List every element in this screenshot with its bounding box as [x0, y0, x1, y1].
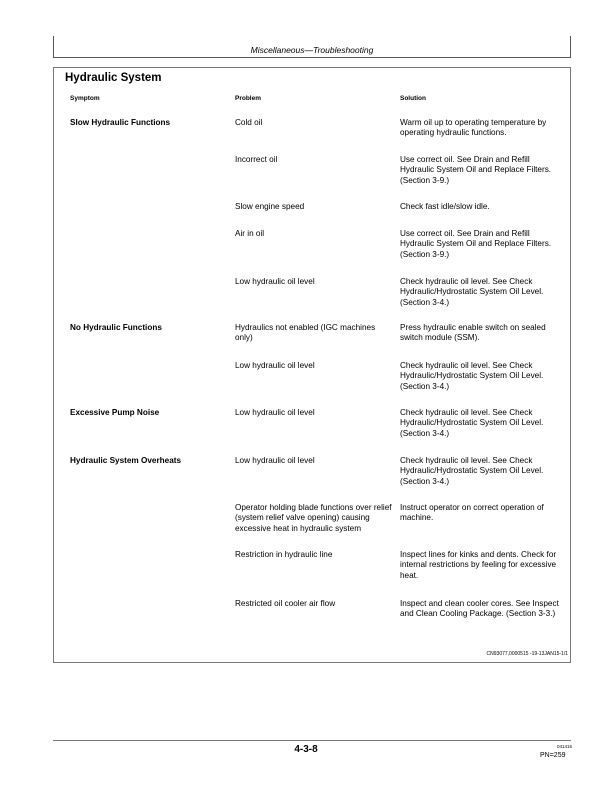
- page-number: 4-3-8: [294, 744, 318, 755]
- reference-code: CN93077,0000515 -19-13JAN15-1/1: [486, 651, 568, 657]
- solution-cell: Inspect and clean cooler cores. See Inspect and Clean Cooling Package. (Section 3-3.): [400, 599, 559, 619]
- footer-pn: PN=259: [540, 752, 566, 759]
- solution-cell: Instruct operator on correct operation of machine.: [400, 503, 544, 523]
- problem-cell: Slow engine speed: [235, 202, 305, 211]
- symptom-cell: No Hydraulic Functions: [70, 323, 162, 332]
- symptom-cell: Hydraulic System Overheats: [70, 456, 182, 465]
- problem-cell: Restriction in hydraulic line: [235, 550, 333, 559]
- symptom-cell: Excessive Pump Noise: [70, 408, 160, 417]
- problem-cell: Low hydraulic oil level: [235, 408, 315, 417]
- problem-cell: Low hydraulic oil level: [235, 361, 315, 370]
- column-header-symptom: Symptom: [70, 95, 100, 102]
- page-header: [53, 36, 571, 58]
- column-header-problem: Problem: [235, 95, 262, 102]
- solution-cell: Inspect lines for kinks and dents. Check for internal restrictions by feeling for excessive heat.: [400, 550, 557, 580]
- problem-cell: Incorrect oil: [235, 155, 278, 164]
- column-header-solution: Solution: [400, 95, 426, 102]
- symptom-cell: Slow Hydraulic Functions: [70, 118, 171, 127]
- section-title: Hydraulic System: [65, 72, 162, 84]
- solution-cell: Use correct oil. See Drain and Refill Hydraulic System Oil and Replace Filters. (Section 3-9.): [400, 155, 552, 185]
- solution-cell: Warm oil up to operating temperature by operating hydraulic functions.: [400, 118, 547, 138]
- problem-cell: Low hydraulic oil level: [235, 277, 315, 286]
- solution-cell: Check hydraulic oil level. See Check Hydraulic/Hydrostatic System Oil Level. (Section 3-4.): [400, 456, 544, 486]
- solution-cell: Check hydraulic oil level. See Check Hydraulic/Hydrostatic System Oil Level. (Section 3-4.): [400, 361, 544, 391]
- footer-small-code: 041415: [557, 744, 573, 749]
- problem-cell: Air in oil: [235, 229, 265, 238]
- solution-cell: Press hydraulic enable switch on sealed switch module (SSM).: [400, 323, 546, 343]
- problem-cell: Restricted oil cooler air flow: [235, 599, 336, 608]
- solution-cell: Check hydraulic oil level. See Check Hydraulic/Hydrostatic System Oil Level. (Section 3-4.): [400, 408, 544, 438]
- problem-cell: Hydraulics not enabled (IGC machines only): [235, 323, 376, 343]
- page-header-title: Miscellaneous—Troubleshooting: [250, 45, 374, 55]
- problem-cell: Low hydraulic oil level: [235, 456, 315, 465]
- problem-cell: Operator holding blade functions over relief (system relief valve opening) causing excessive heat in hydraulic system: [235, 503, 392, 533]
- solution-cell: Check fast idle/slow idle.: [400, 202, 490, 211]
- footer-divider: [53, 740, 571, 741]
- solution-cell: Use correct oil. See Drain and Refill Hydraulic System Oil and Replace Filters. (Section 3-9.): [400, 229, 552, 259]
- solution-cell: Check hydraulic oil level. See Check Hydraulic/Hydrostatic System Oil Level. (Section 3-4.): [400, 277, 544, 307]
- problem-cell: Cold oil: [235, 118, 263, 127]
